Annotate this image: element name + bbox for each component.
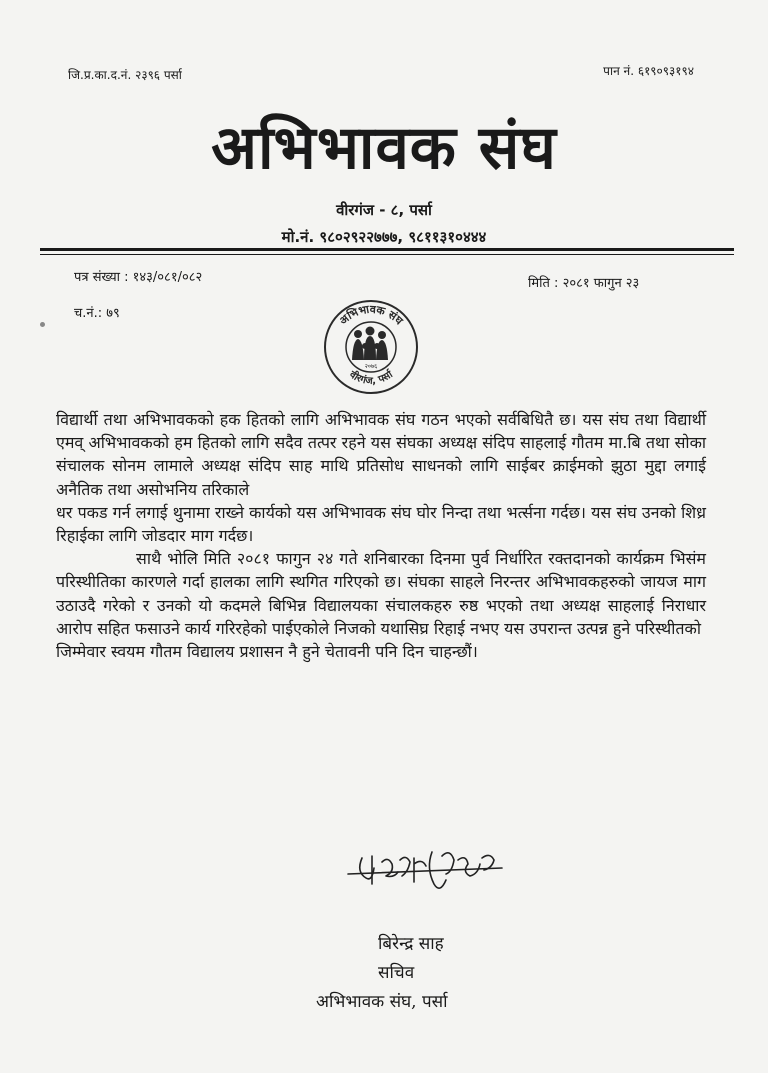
seal-bottom-text: वीरगंज, पर्सा — [347, 369, 395, 387]
body-paragraph: जिम्मेवार स्वयम गौतम विद्यालय प्रशासन नै हुने चेतावनी पनि दिन चाहन्छौं। — [56, 642, 478, 662]
punch-hole — [40, 322, 45, 327]
pan-number: पान नं. ६१९०९३१९४ — [603, 64, 694, 78]
organization-title: अभिभावक संघ — [211, 113, 557, 183]
letterhead-divider-thin — [40, 254, 734, 255]
handwritten-signature — [342, 838, 510, 902]
letter-date: मिति : २०८१ फागुन २३ — [528, 276, 640, 291]
organization-seal — [318, 298, 424, 396]
body-paragraph: धर पकड गर्न लगाई थुनामा राख्ने कार्यको यस अभिभावक संघ घोर निन्दा तथा भर्त्सना गर्दछ। यस संघ उनको शिध्र रिहाईका लागि जोडदार माग गर्दछ। — [56, 502, 706, 546]
seal-year: २०७६ — [364, 363, 378, 370]
family-icon — [352, 327, 388, 361]
reference-number: पत्र संख्या : १४३/०८१/०८२ — [74, 270, 203, 285]
organization-phone: मो.नं. ९८०२९२२७७७, ९८११३१०४४४ — [281, 228, 487, 246]
dispatch-number: च.नं.: ७९ — [74, 306, 120, 321]
signatory-name: बिरेन्द्र साह — [378, 934, 444, 954]
body-paragraph: विद्यार्थी तथा अभिभावकको हक हितको लागि अभिभावक संघ गठन भएको सर्वबिधितै छ। यस संघ तथा विद्यार्थी एमव् अभिभावकको हम हितको लागि सदैव तत्पर रहने यस संघका अध्यक्ष संदिप साहलाई गौतम मा.बि तथा सोका संचालक सोनम लामाले अध्यक्ष संदिप साह माथि प्रतिसोध साधनको लागि साईबर क्राईमको झुठा मुद्दा लगाई अनैतिक तथा असोभनिय तरिकाले — [56, 410, 706, 499]
svg-text:वीरगंज, पर्सा — [346, 367, 395, 387]
svg-text:अभिभावक संघ — [337, 303, 406, 328]
organization-address: वीरगंज - ८, पर्सा — [336, 201, 432, 219]
registration-number: जि.प्र.का.द.नं. २३९६ पर्सा — [68, 68, 182, 82]
letter-body — [56, 408, 706, 663]
body-paragraph: साथै भोलि मिति २०८१ फागुन २४ गते शनिबारका दिनमा पुर्व निर्धारित रक्तदानको कार्यक्रम भिसंम परिस्थीतिका कारणले गर्दा हालका लागि स्थगित गरिएको छ। संघका साहले निरन्तर अभिभावकहरुको जायज माग उठाउदै गरेको र उनको यो कदमले बिभिन्न विद्यालयका संचालकहरु रुष्ठ भएको तथा अध्यक्ष साहलाई निराधार आरोप सहित फसाउने कार्य गरिरहेको पाईएकोले निजको यथासिघ्र रिहाई नभए यस उपरान्त उत्पन्न हुने परिस्थीतको — [56, 549, 706, 638]
seal-top-text: अभिभावक संघ — [336, 302, 406, 328]
signatory-title: सचिव — [378, 963, 415, 983]
letterhead-divider-thick — [40, 248, 734, 251]
signatory-organization: अभिभावक संघ, पर्सा — [316, 992, 448, 1012]
